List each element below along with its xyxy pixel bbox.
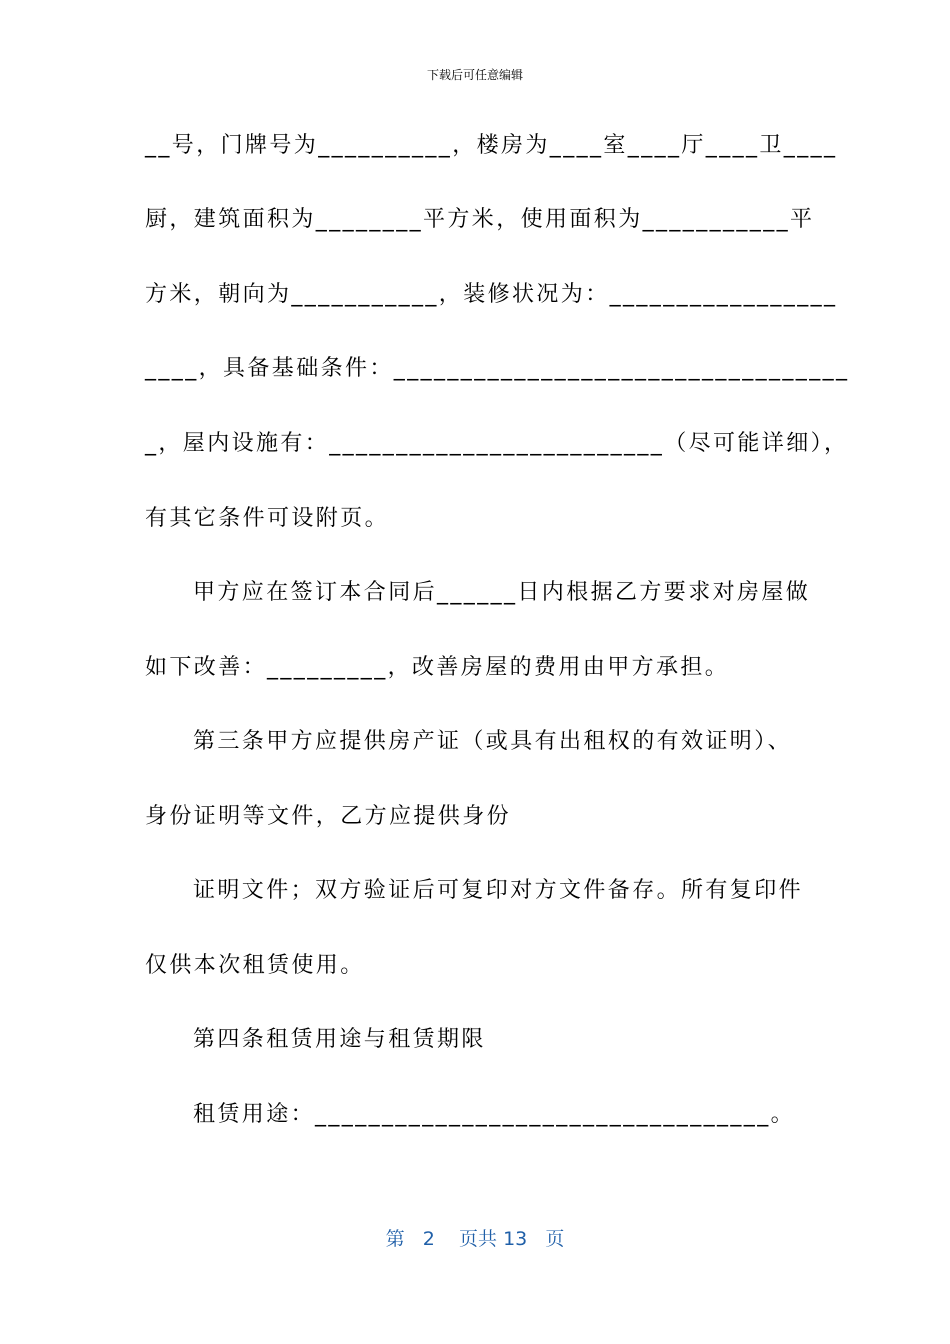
page-label: 第 — [385, 1228, 405, 1250]
section-heading: 第四条租赁用途与租赁期限 — [193, 1027, 486, 1052]
text-line: 如下改善：_________，改善房屋的费用由甲方承担。 — [145, 655, 730, 680]
total-label: 页共 — [459, 1228, 498, 1250]
page-footer — [0, 1226, 950, 1252]
text-line: 厨，建筑面积为________平方米，使用面积为___________平 — [145, 207, 815, 232]
text-line: 方米，朝向为___________，装修状况为：_________________ — [145, 282, 838, 307]
total-pages-number: 13 — [503, 1228, 528, 1250]
text-line: _，屋内设施有：_________________________（尽可能详细）， — [145, 431, 849, 456]
text-line: 甲方应在签订本合同后______日内根据乙方要求对房屋做 — [193, 580, 811, 605]
text-line: 第三条甲方应提供房产证（或具有出租权的有效证明）、 — [193, 729, 793, 754]
text-line: 身份证明等文件，乙方应提供身份 — [145, 804, 512, 829]
text-line: 证明文件；双方验证后可复印对方文件备存。所有复印件 — [193, 878, 804, 903]
text-line: __号，门牌号为__________，楼房为____室____厅____卫____ — [145, 133, 838, 158]
text-line: ____，具备基础条件：__________________________________ — [145, 356, 850, 381]
text-line: 租赁用途：__________________________________。 — [193, 1102, 796, 1127]
page-suffix-label: 页 — [545, 1228, 565, 1250]
text-line: 仅供本次租赁使用。 — [145, 953, 365, 978]
page-header: 下载后可任意编辑 — [426, 68, 523, 82]
text-line: 有其它条件可设附页。 — [145, 506, 390, 531]
current-page-number: 2 — [422, 1228, 435, 1250]
